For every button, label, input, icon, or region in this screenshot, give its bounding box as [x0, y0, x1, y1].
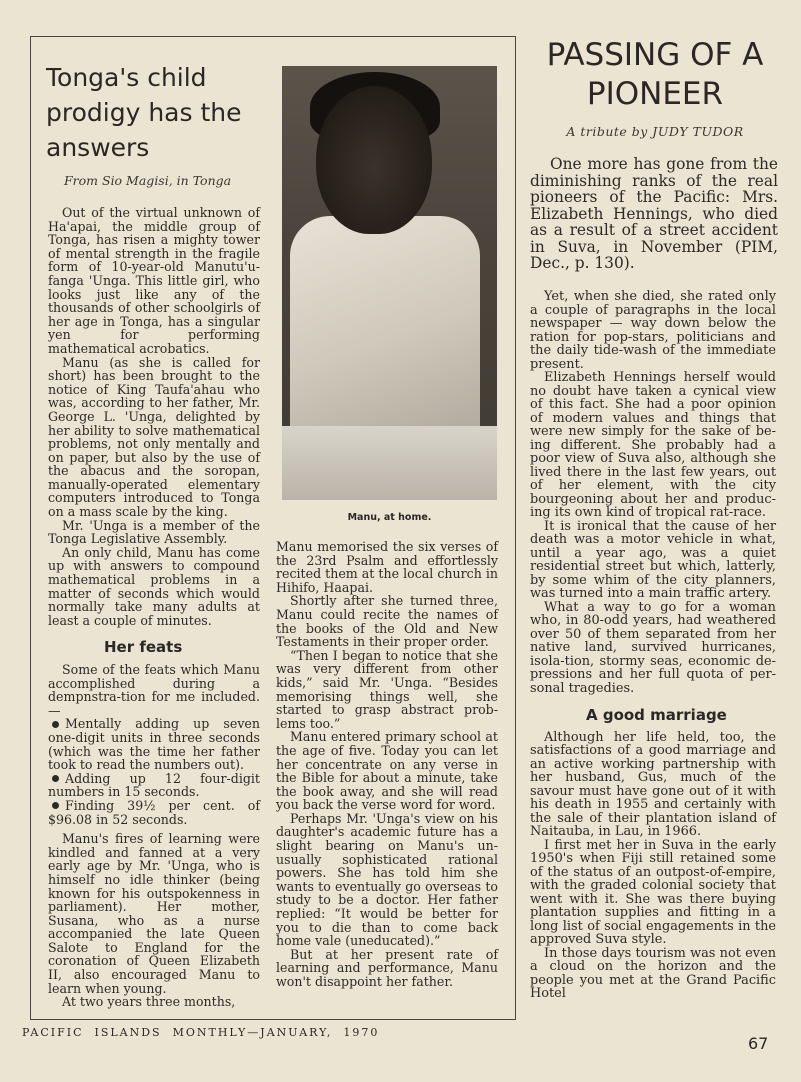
bullet-item: Finding 39½ per cent. of $96.08 in 52 seconds. — [48, 797, 260, 827]
paragraph: What a way to go for a woman who, in 80-odd years, had weathered over 50 of them separated from her native land, survived hurricanes, isola-tion, stormy seas, economic de-pressions and her full quota of per-sonal tragedies. — [530, 599, 776, 696]
page-number: 67 — [748, 1034, 769, 1053]
paragraph: I first met her in Suva in the early 1950's when Fiji still retained some of the status of an outpost-of-empire, with the graded colonial society that went with it. She was there buying plantation supplies and fitting in a long list of social engagements in the approved Suva style. — [530, 837, 776, 947]
subhead-her-feats: Her feats — [104, 638, 183, 657]
left-article-headline: Tonga's child prodigy has the answers — [46, 63, 242, 162]
bullet-item: Adding up 12 four-digit numbers in 15 seconds. — [48, 770, 260, 800]
paragraph: Perhaps Mr. 'Unga's view on his daughter's academic future has a slight bearing on Manu's un-usually sophisticated rational powers. She has told him she wants to eventually go overseas to study to be a doctor. Her father replied: “It would be better for you to die than to come back home vale (uneducated).” — [276, 810, 498, 949]
bullet-icon — [52, 802, 59, 809]
right-article-byline: A tribute by JUDY TUDOR — [566, 124, 744, 139]
paragraph: “Then I began to notice that she was very different from other kids,” said Mr. 'Unga. “Besides memorising things well, she started to grasp abstract prob-lems too.” — [276, 647, 498, 731]
left-article-column-2 — [276, 540, 498, 989]
left-article-byline: From Sio Magisi, in Tonga — [64, 173, 232, 188]
paragraph: Elizabeth Hennings herself would no doubt have taken a cynical view of this fact. She had a poor opinion of modern values and things that were new simply for the sake of be-ing different. She probably had a poor view of Suva also, although she lived there in the last few years, out of her element, with the city bourgeoning about her and produc-ing its own kind of tropical rat-race. — [530, 370, 776, 520]
paragraph: In those days tourism was not even a cloud on the horizon and the people you met at the Grand Pacific Hotel — [530, 945, 776, 1001]
subhead-good-marriage: A good marriage — [586, 706, 727, 724]
left-article-column-1 — [48, 206, 260, 1009]
paragraph: Mr. 'Unga is a member of the Tonga Legislative Assembly. — [48, 517, 260, 547]
paragraph: It is ironical that the cause of her death was a motor vehicle in what, until a year ago, was a quiet residential street but which, latterly, by some whim of the city planners, was turned into a main traffic artery. — [530, 518, 776, 601]
photo-caption: Manu, at home. — [347, 512, 432, 523]
paragraph: Some of the feats which Manu accomplished during a dempnstra-tion for me included.— — [48, 662, 260, 718]
paragraph: Manu (as she is called for short) has been brought to the notice of King Taufa'ahau who was, according to her father, Mr. George L. 'Unga, delighted by her ability to solve mathematical problems, not only mentally and on paper, but also by the use of the abacus and the soropan, manually-operated elementary computers introduced to Tonga on a mass scale by the king. — [48, 354, 260, 520]
paragraph: An only child, Manu has come up with answers to compound mathematical problems in a matter of seconds which would normally take many adults at least a couple of minutes. — [48, 544, 260, 628]
running-footer: PACIFIC ISLANDS MONTHLY—JANUARY, 1970 — [22, 1026, 380, 1039]
paragraph: Manu memorised the six verses of the 23rd Psalm and effortlessly recited them at the local church in Hihifo, Haapai. — [276, 539, 498, 595]
right-article-title: PASSING OF A PIONEER — [546, 37, 764, 112]
paragraph: Manu's fires of learning were kindled and fanned at a very early age by Mr. 'Unga, who is himself no idle thinker (being known for his outspokenness in parliament). Her mother, Susana, who as a nurse accompanied the late Queen Salote to England for the coronation of Queen Elizabeth II, also encouraged Manu to learn when young. — [48, 831, 260, 996]
paragraph: Shortly after she turned three, Manu could recite the names of the books of the Old and New Testaments in their proper order. — [276, 593, 498, 650]
paragraph: Although her life held, too, the satisfactions of a good marriage and an active working partnership with her husband, Gus, much of the savour must have gone out of it with his death in 1955 and certainly with the sale of their plantation island of Naitauba, in Lau, in 1966. — [530, 729, 776, 839]
paragraph: Manu entered primary school at the age of five. Today you can let her concentrate on any verse in the Bible for about a minute, take the book away, and she will read you back the verse word for word. — [276, 729, 498, 813]
bullet-icon — [52, 721, 59, 728]
paragraph: Yet, when she died, she rated only a couple of paragraphs in the local newspaper — way down below the ration for pop-stars, politicians and the daily tide-wash of the immediate present. — [530, 289, 776, 372]
photo-manu-at-home — [282, 66, 497, 500]
paragraph: But at her present rate of learning and performance, Manu won't disappoint her father. — [276, 946, 498, 989]
right-article-column — [530, 290, 776, 1001]
bullet-item: Mentally adding up seven one-digit units in three seconds (which was the time her father took to read the numbers out). — [48, 716, 260, 773]
paragraph: At two years three months, — [62, 994, 236, 1010]
paragraph: Out of the virtual unknown of Ha'apai, the middle group of Tonga, has risen a mighty tower of mental strength in the fragile form of 10-year-old Manutu'u-fanga 'Unga. This little girl, who looks just like any of the thousands of other schoolgirls of her age in Tonga, has a singular yen for performing mathematical acrobatics. — [48, 205, 260, 356]
intro-paragraph: One more has gone from the diminishing ranks of the real pioneers of the Pacific: Mrs. Elizabeth Hennings, who died as a result of a street accident in Suva, in November (PIM, Dec., p. 130). — [530, 155, 778, 272]
right-article-intro — [530, 156, 778, 272]
bullet-icon — [52, 775, 59, 782]
